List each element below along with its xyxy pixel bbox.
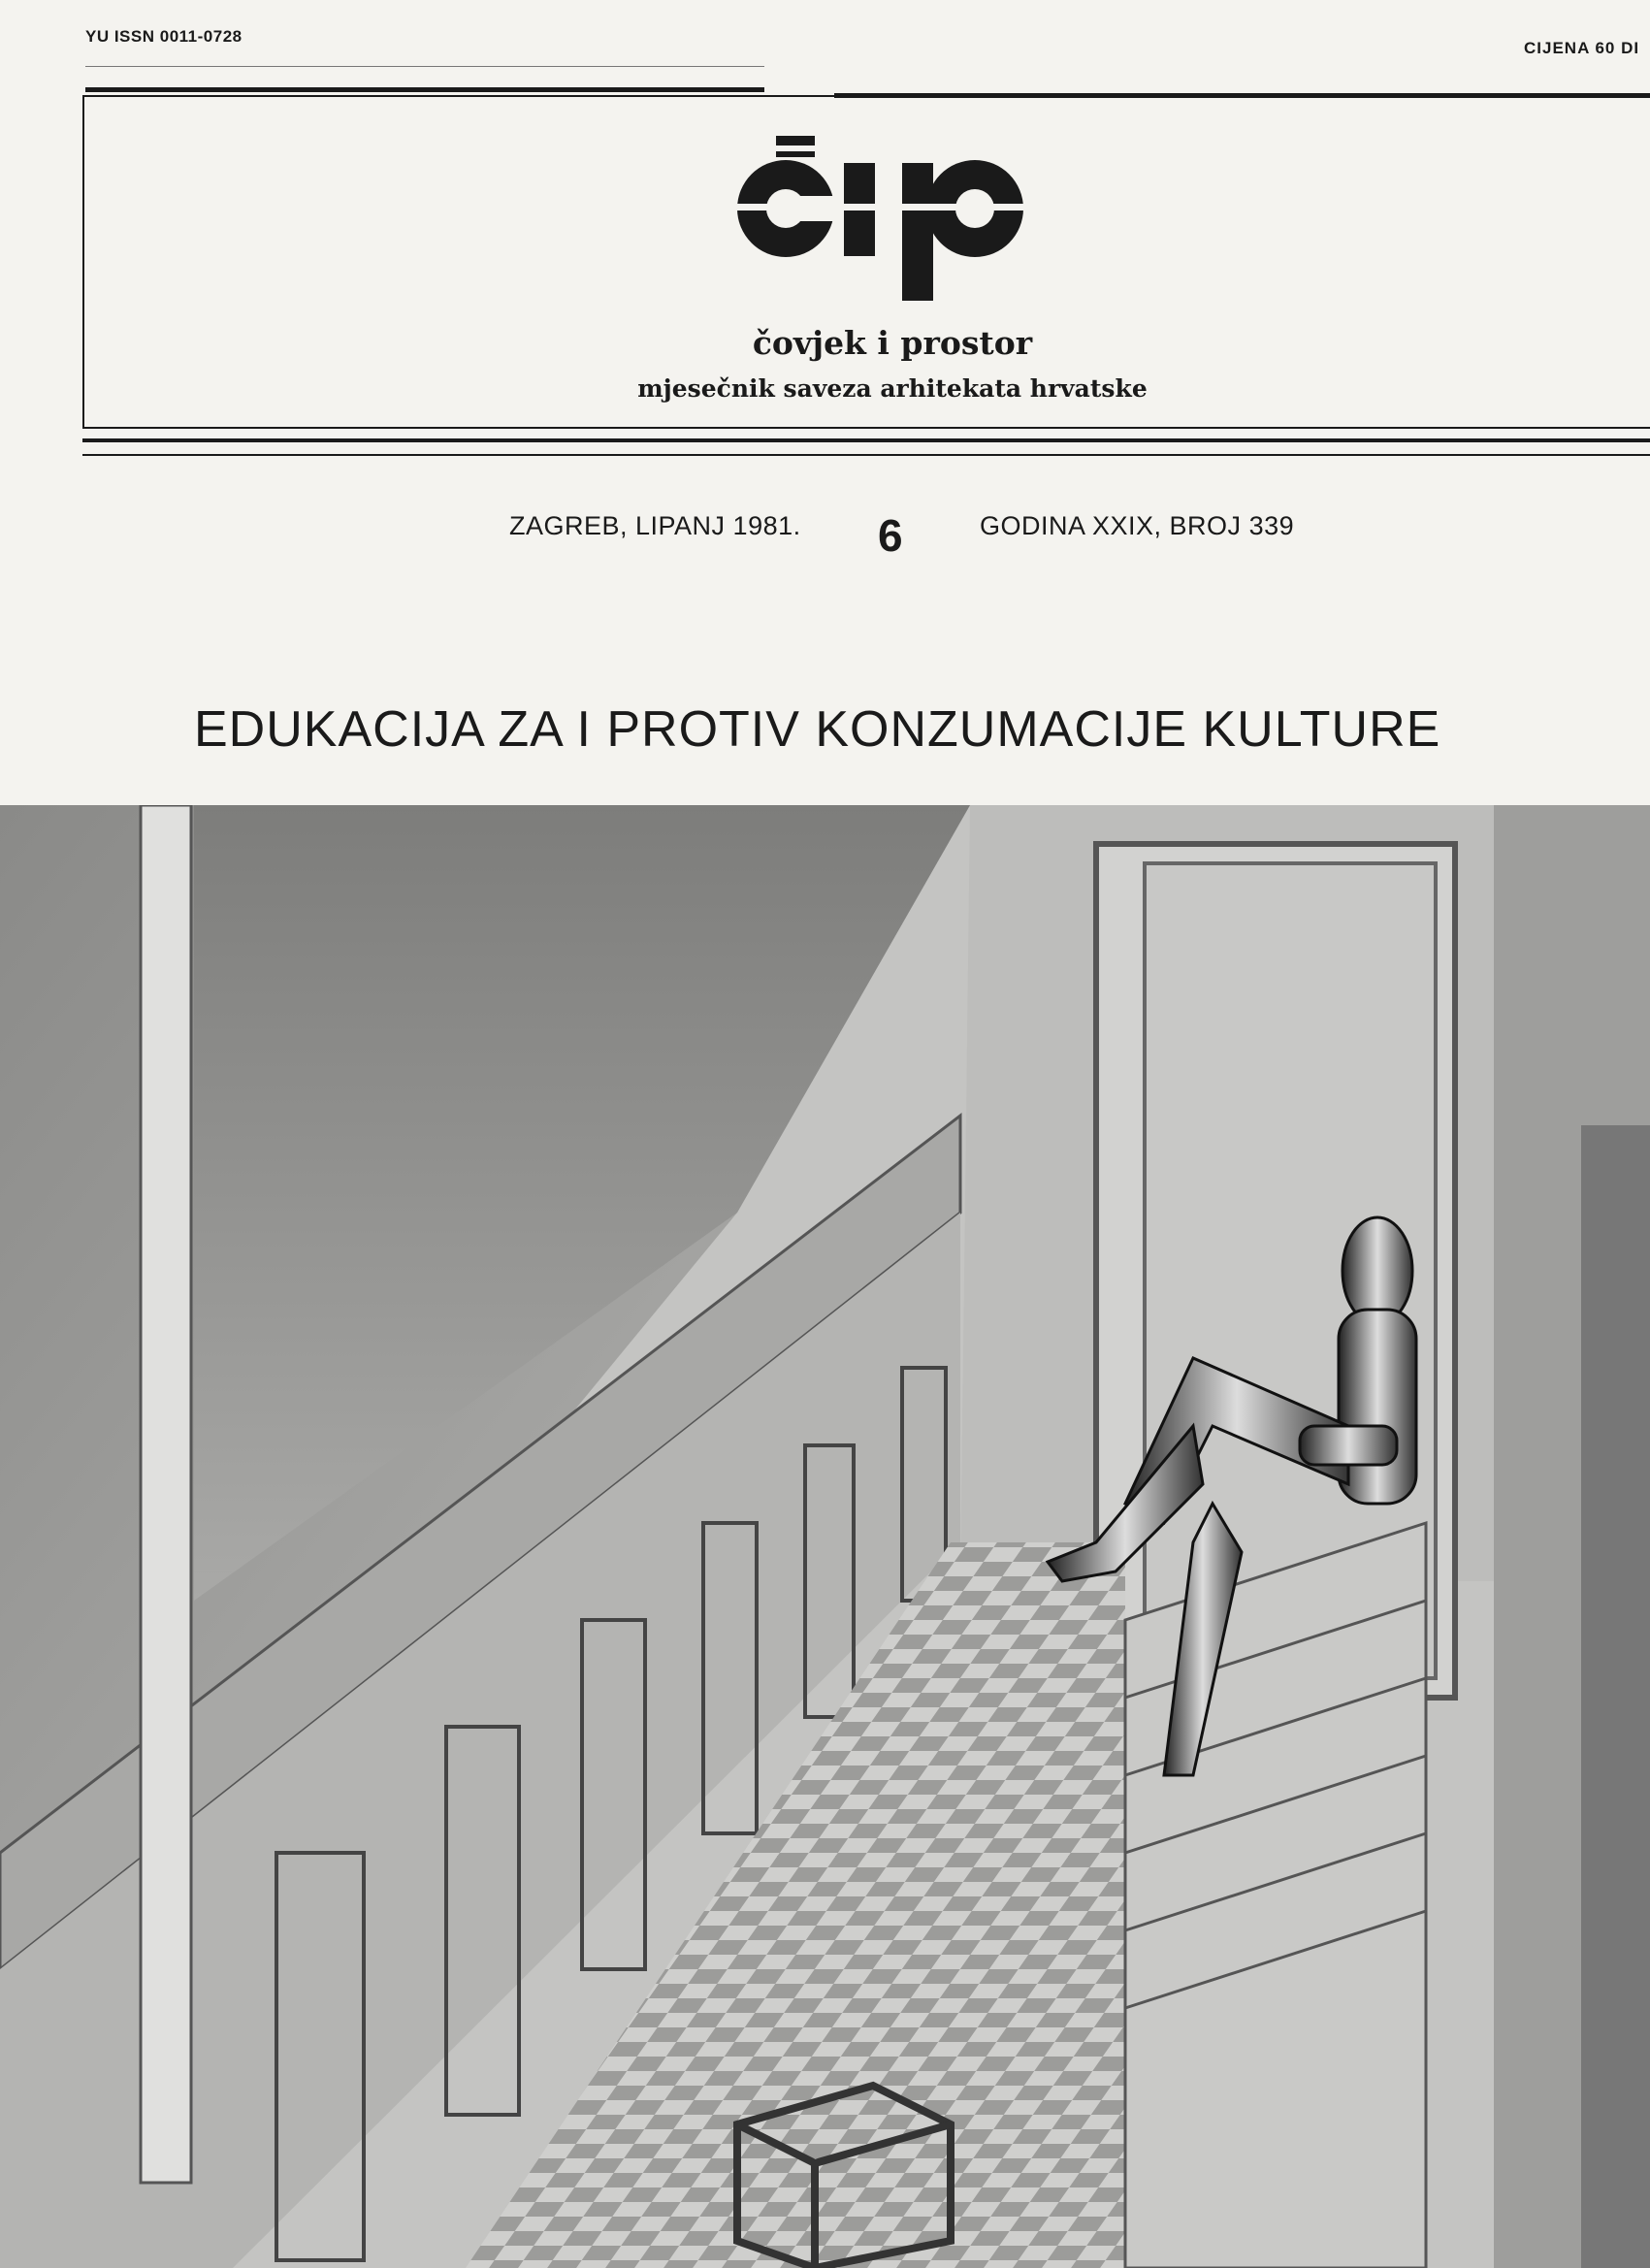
magazine-subtitle: mjesečnik saveza arhitekata hrvatske — [637, 374, 1148, 403]
pencil-drawing-interior-with-mannequin-icon — [0, 805, 1650, 2268]
magazine-title: čovjek i prostor — [752, 324, 1033, 362]
cover-illustration — [0, 805, 1650, 2268]
masthead-bottom-rule-2 — [82, 454, 1650, 456]
cip-logo-icon — [728, 136, 1057, 301]
issn-label: YU ISSN 0011-0728 — [85, 27, 243, 46]
volume-number: GODINA XXIX, BROJ 339 — [980, 511, 1295, 540]
top-rule-thin — [85, 66, 764, 67]
masthead-bottom-rule — [82, 438, 1650, 442]
place-date: ZAGREB, LIPANJ 1981. — [509, 511, 801, 540]
cover-headline: EDUKACIJA ZA I PROTIV KONZUMACIJE KULTURE — [194, 701, 1441, 758]
price-label: CIJENA 60 DI — [1524, 39, 1640, 57]
top-rule-left — [85, 87, 764, 92]
issue-number: 6 — [878, 510, 903, 561]
